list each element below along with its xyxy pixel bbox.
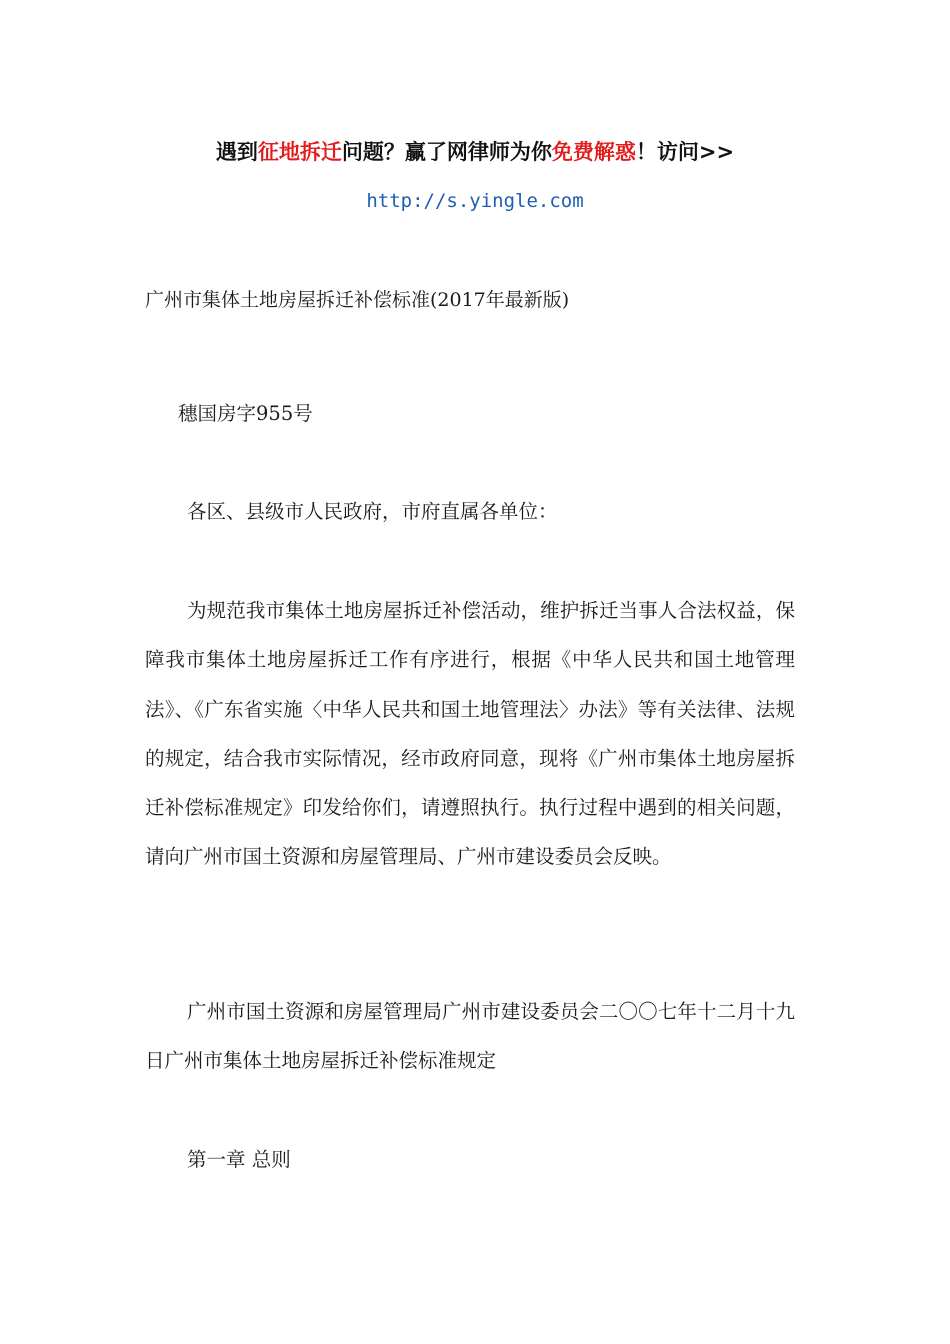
body-paragraph: 为规范我市集体土地房屋拆迁补偿活动，维护拆迁当事人合法权益，保障我市集体土地房屋拆迁工作有序进行，根据《中华人民共和国土地管理法》、《广东省实施〈中华人民共和国土地管理法〉办法》等有关法律、法规的规定，结合我市实际情况，经市政府同意，现将《广州市集体土地房屋拆迁补偿标准规定》印发给你们，请遵照执行。执行过程中遇到的相关问题，请向广州市国土资源和房屋管理局、广州市建设委员会反映。: [145, 599, 795, 869]
banner-text-1: 遇到: [215, 140, 258, 164]
promo-link[interactable]: http://s.yingle.com: [366, 190, 584, 212]
promo-banner: [0, 136, 950, 168]
banner-text-3: ！访问>>: [635, 140, 735, 164]
banner-highlight-free: 免费解惑: [551, 140, 636, 164]
document-title: 广州市集体土地房屋拆迁补偿标准(2017年最新版): [145, 289, 570, 311]
greeting-paragraph: 各区、县级市人民政府，市府直属各单位：: [187, 500, 558, 523]
document-number: 穗国房字955号: [178, 402, 313, 425]
signature-paragraph: 广州市国土资源和房屋管理局广州市建设委员会二〇〇七年十二月十九日广州市集体土地房屋拆迁补偿标准规定: [145, 1000, 795, 1073]
banner-text-2: 问题？赢了网律师为你: [341, 140, 552, 164]
chapter-heading: 第一章 总则: [187, 1148, 291, 1171]
banner-highlight-demolition: 征地拆迁: [257, 140, 342, 164]
